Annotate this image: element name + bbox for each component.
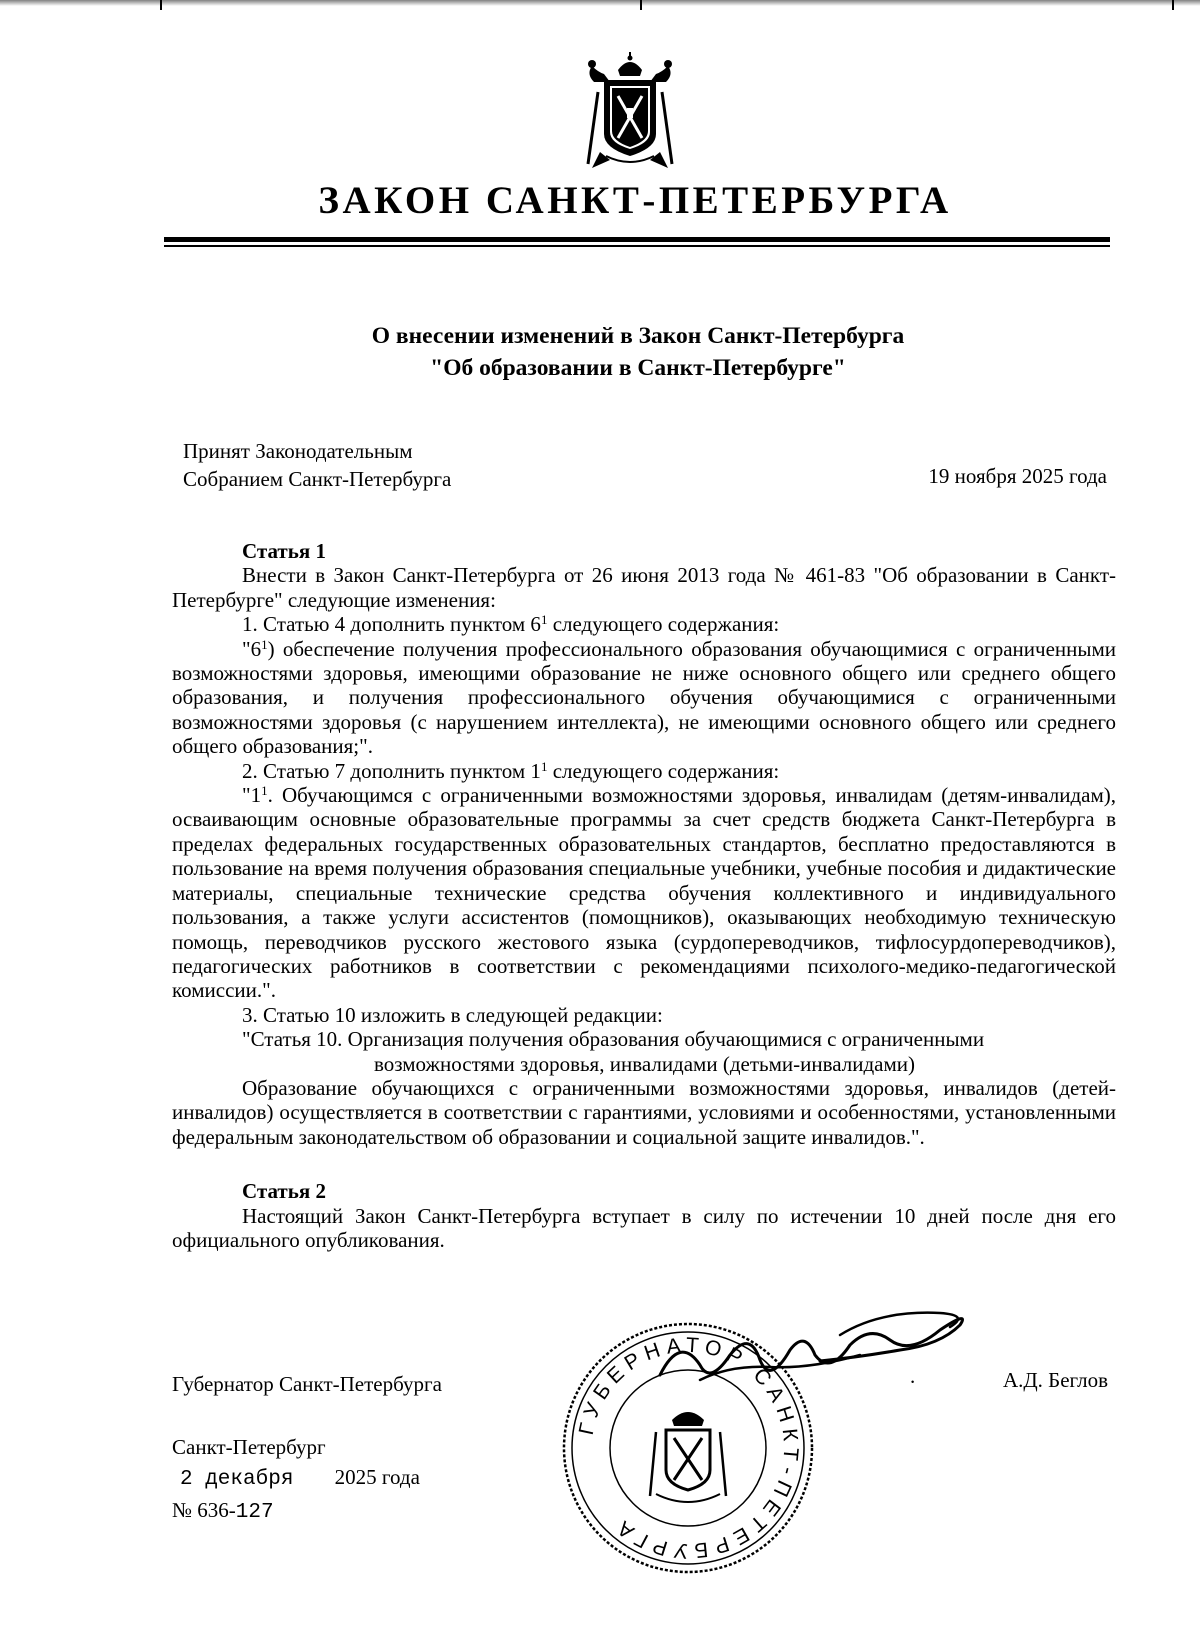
- issue-number-prefix: № 636-: [172, 1498, 236, 1522]
- text-run: "6: [242, 636, 262, 661]
- article-paragraph: 3. Статью 10 изложить в следующей редакции:: [242, 1002, 663, 1027]
- issue-day-month: 2 декабря: [180, 1468, 294, 1491]
- text-run: 1. Статью 4 дополнить пунктом 6: [242, 612, 541, 637]
- adoption-note: [183, 437, 451, 493]
- adoption-line: Принят Законодательным: [183, 439, 413, 463]
- article-paragraph: [172, 783, 1116, 1003]
- header-rule: [164, 237, 1110, 242]
- article-paragraph: [172, 612, 1116, 636]
- signature-dot: .: [910, 1364, 916, 1388]
- article-paragraph: Внести в Закон Санкт-Петербурга от 26 июня 2013 года № 461-83 "Об образовании в Санкт-Петербурге" следующие изменения:: [172, 563, 1116, 612]
- header-rule: [164, 245, 1110, 247]
- issue-number: [172, 1495, 420, 1528]
- article-paragraph: Образование обучающихся с ограниченными возможностями здоровья, инвалидов (детей-инвалидов) осуществляется в соответствии с гарантиями, условиями и особенностями, установленными федеральным законодательством об образовании и социальной защите инвалидов.".: [172, 1075, 1116, 1149]
- law-title-line: "Об образовании в Санкт-Петербурге": [430, 355, 846, 381]
- heading-line: возможностями здоровья, инвалидами (детьми-инвалидами): [374, 1051, 915, 1076]
- issue-number-suffix: 127: [235, 1501, 274, 1524]
- scan-mark: [640, 0, 642, 10]
- text-run: ) обеспечение получения профессионального образования обучающимися с ограниченными возможностями здоровья, имеющими образование не ниже основного общего или среднего общего образования, и получения профессионального обучения обучающимися с ограниченными возможностями здоровья (с нарушением интеллекта), не имеющими основного общего или среднего общего образования;".: [172, 636, 1116, 759]
- law-title-line: О внесении изменений в Закон Санкт-Петербурга: [371, 323, 905, 349]
- text-run: следующего содержания:: [547, 612, 780, 637]
- issue-city: Санкт-Петербург: [172, 1435, 326, 1459]
- spacer: [172, 1149, 1116, 1179]
- text-run: . Обучающимся с ограниченными возможностями здоровья, инвалидам (детям-инвалидам), осваивающим основные образовательные программы за счет средств бюджета Санкт-Петербурга в пределах федеральных государственных образовательных стандартов, бесплатно предоставляются в пользование на время получения образования специальные учебники, учебные пособия и дидактические материалы, специальные технические средства обучения коллективного и индивидуального пользования, а также услуги ассистентов (помощников), оказывающих необходимую техническую помощь, переводчиков русского жестового языка (сурдопереводчиков, тифлосурдопереводчиков), педагогических работников в соответствии с рекомендациями психолого-медико-педагогической комиссии.".: [172, 783, 1116, 1003]
- article10-heading: [172, 1027, 1116, 1076]
- article-paragraph: [172, 637, 1116, 759]
- law-header-title: ЗАКОН САНКТ-ПЕТЕРБУРГА: [318, 179, 952, 222]
- adoption-line: Собранием Санкт-Петербурга: [183, 467, 452, 491]
- issue-date: [172, 1462, 420, 1495]
- signatory-position: Губернатор Санкт-Петербурга: [172, 1372, 442, 1396]
- saint-petersburg-coat-of-arms-icon: [580, 52, 680, 170]
- superscript: 1: [261, 783, 268, 799]
- superscript: 1: [261, 636, 268, 652]
- heading-line: "Статья 10. Организация получения образования обучающимися с ограниченными: [242, 1027, 985, 1052]
- law-title: [0, 320, 1200, 384]
- superscript: 1: [540, 758, 548, 774]
- text-run: 2. Статью 7 дополнить пунктом 1: [242, 758, 541, 783]
- signatory-name: А.Д. Беглов: [1002, 1368, 1108, 1392]
- text-run: "1: [242, 783, 262, 808]
- article-heading: Статья 1: [242, 539, 326, 563]
- text-run: следующего содержания:: [547, 758, 780, 783]
- scan-top-edge: [0, 0, 1200, 6]
- issue-details: [172, 1432, 420, 1528]
- article-paragraph: [172, 759, 1116, 783]
- superscript: 1: [540, 612, 548, 628]
- scan-mark: [1172, 0, 1174, 10]
- scan-mark: [160, 0, 162, 10]
- issue-year: 2025 года: [334, 1465, 420, 1489]
- article-heading: Статья 2: [242, 1179, 326, 1204]
- article-paragraph: Настоящий Закон Санкт-Петербурга вступает в силу по истечении 10 дней после дня его официального опубликования.: [172, 1203, 1116, 1252]
- handwritten-signature-icon: [640, 1305, 990, 1425]
- seal-text: ГУБЕРНАТОР САНКТ-ПЕТЕРБУРГА: [574, 1333, 803, 1563]
- adoption-date: 19 ноября 2025 года: [928, 464, 1107, 488]
- law-body: [172, 539, 1116, 1252]
